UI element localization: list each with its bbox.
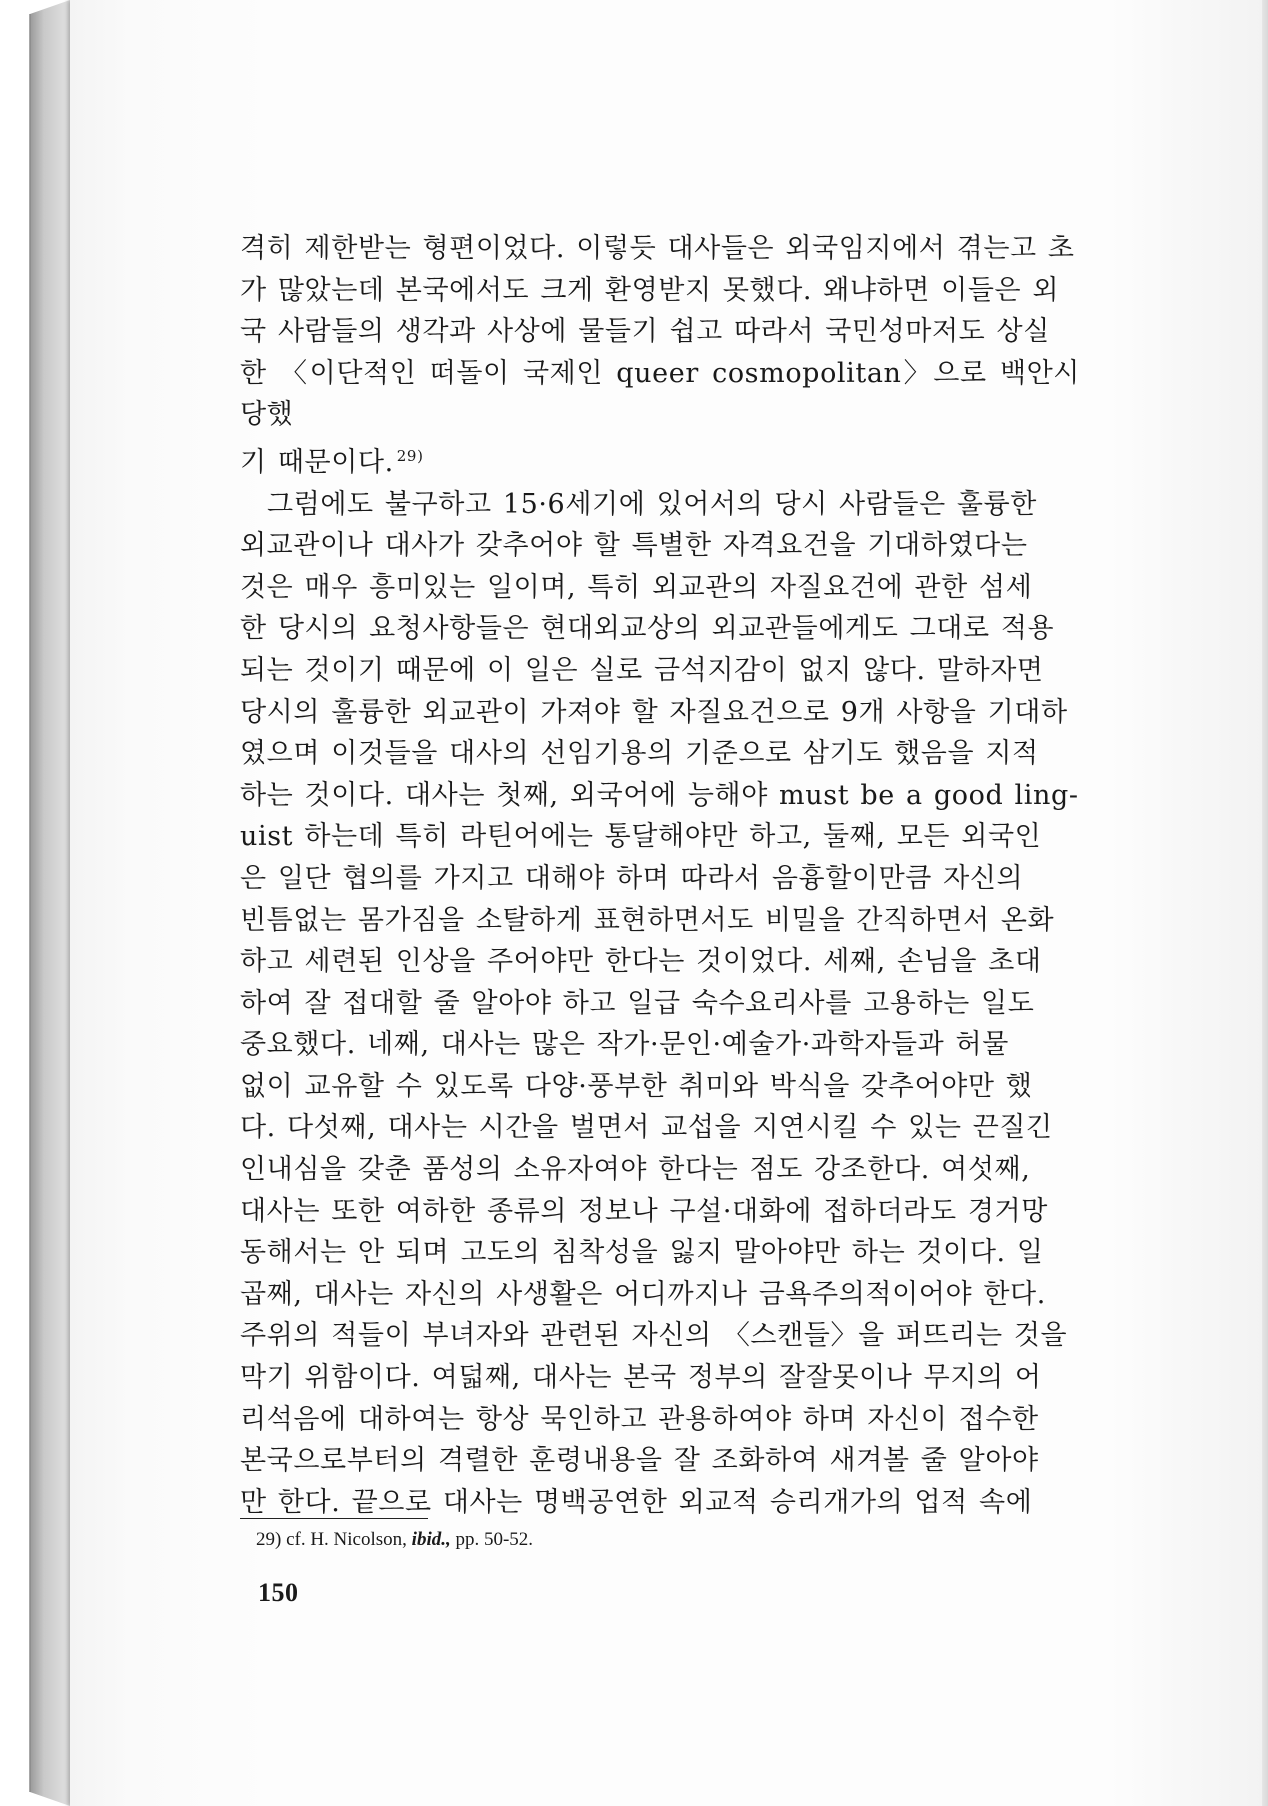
paragraph-1 bbox=[240, 228, 1080, 484]
footnote-reference: 29) bbox=[396, 446, 424, 465]
footnote-divider bbox=[240, 1518, 428, 1519]
footnote-number: 29) bbox=[256, 1529, 282, 1550]
footnote bbox=[256, 1527, 533, 1553]
page-edge bbox=[1262, 0, 1268, 1806]
footnote-pages: pp. 50-52. bbox=[455, 1529, 534, 1550]
page-body bbox=[240, 228, 1080, 1523]
paragraph-2: 그럼에도 불구하고 15·6세기에 있어서의 당시 사람들은 훌륭한 외교관이나 대사가 갖추어야 할 특별한 자격요건을 기대하였다는 것은 매우 흥미있는 일이며, 특히 외교관의 자질요건에 관한 섬세 한 당시의 요청사항들은 현대외교상의 외교관들에게도 그대로 적용 되는 것이기 때문에 이 일은 실로 금석지감이 없지 않다. 말하자면 당시의 훌륭한 외교관이 가져야 할 자질요건으로 9개 사항을 기대하 였으며 이것들을 대사의 선임기용의 기준으로 삼기도 했음을 지적 하는 것이다. 대사는 첫째, 외국어에 능해야 must be a good ling- uist 하는데 특히 라틴어에는 통달해야만 하고, 둘째, 모든 외국인 은 일단 협의를 가지고 대해야 하며 따라서 음흉할이만큼 자신의 빈틈없는 몸가짐을 소탈하게 표현하면서도 비밀을 간직하면서 온화 하고 세련된 인상을 주어야만 한다는 것이었다. 세째, 손님을 초대 하여 잘 접대할 줄 알아야 하고 일급 숙수요리사를 고용하는 일도 중요했다. 네째, 대사는 많은 작가·문인·예술가·과학자들과 허물 없이 교유할 수 있도록 다양·풍부한 취미와 박식을 갖추어야만 했 다. 다섯째, 대사는 시간을 벌면서 교섭을 지연시킬 수 있는 끈질긴 인내심을 갖춘 품성의 소유자여야 한다는 점도 강조한다. 여섯째, 대사는 또한 여하한 종류의 정보나 구설·대화에 접하더라도 경거망 동해서는 안 되며 고도의 침착성을 잃지 말아야만 하는 것이다. 일 곱째, 대사는 자신의 사생활은 어디까지나 금욕주의적이어야 한다. 주위의 적들이 부녀자와 관련된 자신의 〈스캔들〉을 퍼뜨리는 것을 막기 위함이다. 여덟째, 대사는 본국 정부의 잘잘못이나 무지의 어 리석음에 대하여는 항상 묵인하고 관용하여야 하며 자신이 접수한 본국으로부터의 격렬한 훈령내용을 잘 조화하여 새겨볼 줄 알아야 만 한다. 끝으로 대사는 명백공연한 외교적 승리개가의 업적 속에 bbox=[240, 488, 1079, 1518]
page-number: 150 bbox=[258, 1578, 299, 1607]
footnote-ibid: ibid., bbox=[411, 1529, 451, 1550]
footnote-prefix: cf. H. Nicolson, bbox=[286, 1529, 407, 1550]
paragraph-1-text: 격히 제한받는 형편이었다. 이렇듯 대사들은 외국임지에서 겪는고 초 가 많았는데 본국에서도 크게 환영받지 못했다. 왜냐하면 이들은 외 국 사람들의 생각과 사상에 물들기 쉽고 따라서 국민성마저도 상실 한 〈이단적인 떠돌이 국제인 queer cosmopolitan〉으로 백안시당했 기 때문이다. bbox=[240, 233, 1080, 478]
